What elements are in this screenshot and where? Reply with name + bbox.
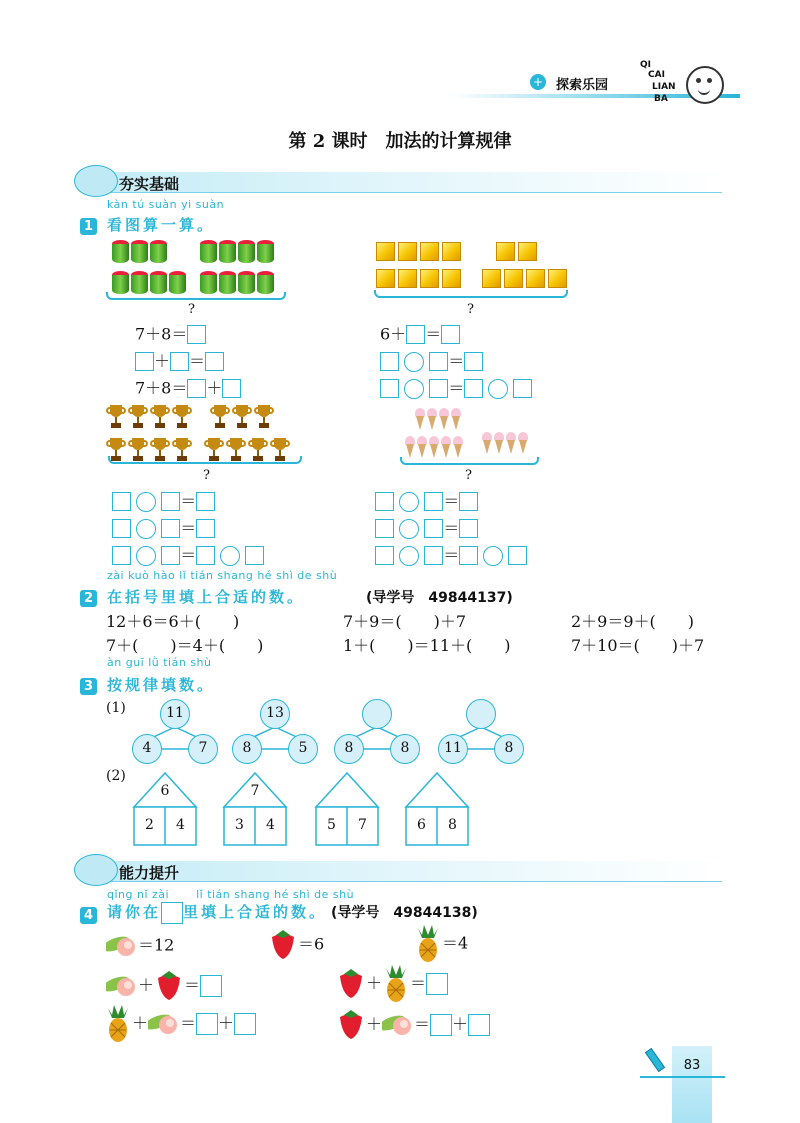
triangle-right-circle: 7	[188, 734, 218, 764]
fruit-eq-peach: ＝12	[106, 930, 174, 960]
house-left-value: 6	[417, 817, 426, 833]
header-section: 探索乐园	[556, 78, 609, 93]
triangle-left-circle: 4	[132, 734, 162, 764]
triangle-left-circle: 8	[232, 734, 262, 764]
eq-row: ＝	[112, 518, 215, 539]
question-mark: ?	[465, 468, 472, 483]
strawberry-icon	[336, 968, 366, 1000]
pineapple-icon	[382, 965, 410, 1003]
q4-number: 4	[80, 904, 97, 924]
fruit-eq-row: ＋ ＝ ＋	[104, 1004, 256, 1042]
q3-title: 按规律填数。	[107, 676, 216, 694]
eq-row: ＝	[375, 545, 527, 566]
strawberry-icon	[336, 1009, 366, 1041]
q2-item: 1＋( )＝11＋( )	[343, 636, 511, 655]
house-left-value: 2	[145, 817, 154, 833]
eq-row: ＝	[112, 545, 264, 566]
q2-title: 在括号里填上合适的数。	[107, 588, 306, 606]
q1-pinyin: kàn tú suàn yi suàn	[107, 198, 225, 211]
house-right-value: 8	[448, 817, 457, 833]
eq-row: ＋ ＝	[135, 351, 224, 372]
answer-box[interactable]	[468, 1014, 490, 1036]
answer-box[interactable]	[426, 973, 448, 995]
house-right-value: 4	[266, 817, 275, 833]
answer-box[interactable]	[430, 1014, 452, 1036]
q2-pinyin: zài kuò hào lǐ tián shang hé shì de shù	[107, 569, 338, 582]
q1-title: 看图算一算。	[107, 216, 216, 234]
house-roof-value: 7	[250, 783, 260, 799]
fruit-eq-row: ＋ ＝ ＋	[336, 1006, 490, 1042]
peach-icon	[148, 1012, 180, 1036]
eq-row: 6＋ ＝	[380, 324, 460, 345]
eq-row: ＝	[112, 491, 215, 512]
pencil-icon	[645, 1048, 665, 1074]
house-left-value: 5	[327, 817, 336, 833]
page-number-rule	[640, 1076, 725, 1078]
house-roof-value: 6	[160, 783, 170, 799]
answer-box[interactable]	[196, 1013, 218, 1035]
answer-box[interactable]	[234, 1013, 256, 1035]
section-band-advanced	[100, 861, 722, 882]
house-right-value: 7	[358, 817, 367, 833]
blank-box-icon	[161, 902, 183, 924]
triangle-right-circle: 8	[494, 734, 524, 764]
eq-row: ＝	[375, 518, 478, 539]
q4-ref: (导学号 49844138)	[331, 905, 478, 921]
triangle-right-circle: 5	[288, 734, 318, 764]
strawberry-icon	[154, 970, 184, 1002]
house-left-value: 3	[235, 817, 244, 833]
q3-part1-label: (1)	[106, 700, 126, 716]
q1-number: 1	[80, 215, 97, 235]
q2-number: 2	[80, 587, 97, 607]
strawberry-icon	[268, 929, 298, 961]
eq-row: ＝	[375, 491, 478, 512]
section-label-basics: 夯实基础	[119, 175, 180, 193]
pineapple-icon	[414, 925, 442, 963]
q2-item: 12＋6＝6＋( )	[106, 612, 240, 631]
q2-item: 2＋9＝9＋( )	[571, 612, 695, 631]
q2-item: 7＋9＝( )＋7	[343, 612, 467, 631]
triangle-top-circle: 13	[260, 699, 290, 729]
question-mark: ?	[203, 468, 210, 483]
triangle-top-circle: 11	[160, 699, 190, 729]
eq-row: 7＋8＝	[135, 324, 206, 345]
q4-title-part: 请你在	[107, 903, 162, 921]
pineapple-icon	[104, 1005, 132, 1043]
eq-row: ＝	[380, 378, 532, 399]
logo-letter: CAI	[648, 70, 665, 80]
q2-item: 7＋10＝( )＋7	[571, 636, 705, 655]
q4-title	[107, 901, 478, 924]
fruit-eq-row: ＋ ＝	[336, 964, 448, 1002]
section-label-advanced: 能力提升	[119, 864, 180, 882]
fruit-eq-pineapple: ＝4	[414, 924, 468, 962]
q3-number: 3	[80, 675, 97, 695]
lesson-title: 第 2 课时 加法的计算规律	[288, 131, 512, 152]
question-mark: ?	[467, 302, 474, 317]
eq-row: ＝	[380, 351, 483, 372]
logo-letter: LIAN	[652, 82, 676, 92]
page-number: 83	[683, 1058, 701, 1073]
fruit-eq-strawberry: ＝6	[268, 928, 324, 960]
q3-pinyin: àn guī lǜ tián shù	[107, 656, 212, 669]
logo-letter: BA	[654, 94, 668, 104]
house-roof-blank[interactable]	[332, 783, 362, 801]
fruit-eq-row: ＋ ＝	[106, 968, 222, 1002]
mascot-icon	[74, 854, 118, 886]
peach-icon	[106, 974, 138, 998]
q2-ref: (导学号 49844137)	[366, 590, 513, 606]
header-bullet-icon: +	[530, 74, 546, 90]
q4-pinyin: qǐng nǐ zài lǐ tián shang hé shì de shù	[107, 888, 355, 901]
triangle-left-circle: 8	[334, 734, 364, 764]
answer-box[interactable]	[200, 975, 222, 997]
eq-row: 7＋8＝ ＋	[135, 378, 241, 399]
triangle-right-circle: 8	[390, 734, 420, 764]
house-roof-blank[interactable]	[422, 783, 452, 801]
logo-letter: QI	[640, 60, 651, 70]
house-right-value: 4	[176, 817, 185, 833]
triangle-left-circle: 11	[438, 734, 468, 764]
peach-icon	[106, 934, 138, 958]
question-mark: ?	[188, 302, 195, 317]
peach-icon	[382, 1013, 414, 1037]
q3-part2-label: (2)	[106, 768, 126, 784]
q4-title-part: 里填上合适的数。	[183, 903, 328, 921]
q2-item: 7＋( )＝4＋( )	[106, 636, 264, 655]
